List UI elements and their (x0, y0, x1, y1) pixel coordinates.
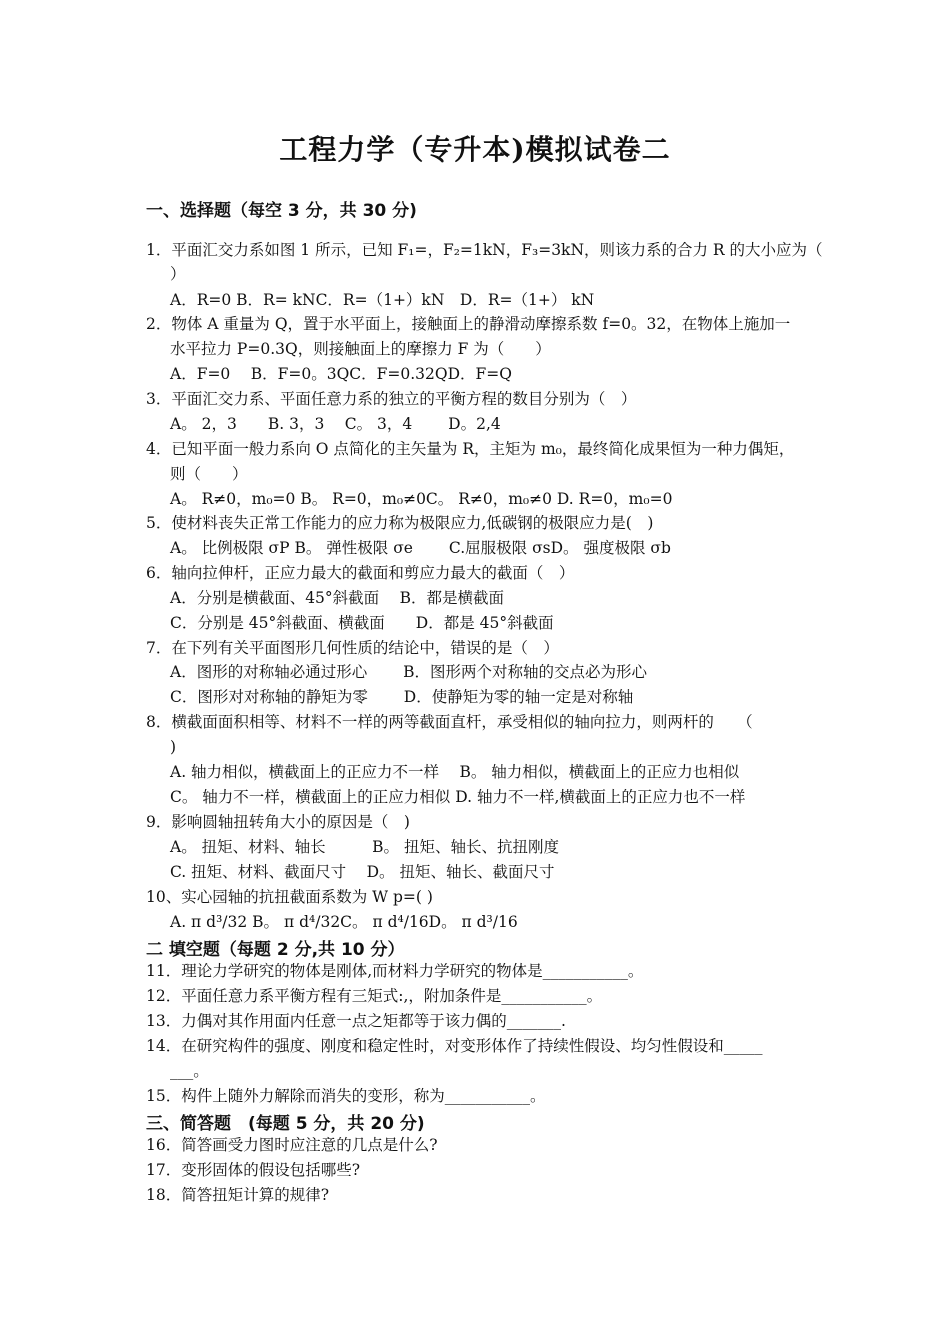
section-heading-short-answer: 三、简答题 (每题 5 分，共 20 分) (146, 1114, 425, 1134)
question-1-options: A．R=0 B．R= kNC．R=（1+）kN D．R=（1+） kN (170, 291, 595, 309)
question-8-options-cd: C。 轴力不一样，横截面上的正应力相似 D. 轴力不一样,横截面上的正应力也不一样 (170, 788, 746, 806)
question-4: 4．已知平面一般力系向 O 点简化的主矢量为 R，主矩为 m₀，最终简化成果恒为一种力偶矩， (146, 440, 795, 458)
question-3: 3．平面汇交力系、平面任意力系的独立的平衡方程的数目分别为（ ） (146, 390, 637, 408)
question-6-options-ab: A．分别是横截面、45°斜截面 B．都是横截面 (170, 589, 504, 607)
question-2-options: A．F=0 B．F=0。3QC．F=0.32QD．F=Q (170, 365, 512, 383)
question-17: 17．变形固体的假设包括哪些? (146, 1161, 361, 1179)
question-8: 8．横截面面积相等、材料不一样的两等截面直杆，承受相似的轴向拉力，则两杆的 （ (146, 713, 753, 731)
question-14-cont: ___。 (170, 1062, 209, 1080)
question-9: 9．影响圆轴扭转角大小的原因是（ ) (146, 813, 410, 831)
question-7-options-ab: A．图形的对称轴必通过形心 B．图形两个对称轴的交点必为形心 (170, 663, 648, 681)
question-11: 11．理论力学研究的物体是刚体,而材料力学研究的物体是___________。 (146, 962, 644, 980)
question-3-options: A。 2，3 B. 3，3 C。 3，4 D。2,4 (170, 415, 501, 433)
question-8-cont: ) (170, 738, 177, 756)
question-2: 2．物体 A 重量为 Q，置于水平面上，接触面上的静滑动摩擦系数 f=0。32，在物体上施加一 (146, 315, 791, 333)
question-15: 15．构件上随外力解除而消失的变形，称为___________。 (146, 1087, 546, 1105)
question-13: 13．力偶对其作用面内任意一点之矩都等于该力偶的_______. (146, 1012, 566, 1030)
question-5: 5．使材料丧失正常工作能力的应力称为极限应力,低碳钢的极限应力是( ) (146, 514, 654, 532)
question-8-options-ab: A. 轴力相似，横截面上的正应力不一样 B。 轴力相似，横截面上的正应力也相似 (170, 763, 740, 781)
question-7-options-cd: C．图形对对称轴的静矩为零 D．使静矩为零的轴一定是对称轴 (170, 688, 634, 706)
question-16: 16．简答画受力图时应注意的几点是什么? (146, 1136, 438, 1154)
question-2-cont: 水平拉力 P=0.3Q，则接触面上的摩擦力 F 为（ ） (170, 340, 551, 358)
page-title: 工程力学（专升本)模拟试卷二 (279, 133, 671, 166)
question-6: 6．轴向拉伸杆，正应力最大的截面和剪应力最大的截面（ ） (146, 564, 575, 582)
section-heading-choice: 一、选择题（每空 3 分，共 30 分) (146, 201, 417, 221)
question-4-cont: 则（ ） (170, 465, 248, 483)
question-14: 14．在研究构件的强度、刚度和稳定性时，对变形体作了持续性假设、均匀性假设和_____ (146, 1037, 763, 1055)
section-heading-fill: 二 填空题（每题 2 分,共 10 分） (146, 940, 405, 960)
question-7: 7．在下列有关平面图形几何性质的结论中，错误的是（ ） (146, 639, 559, 657)
question-6-options-cd: C．分别是 45°斜截面、横截面 D．都是 45°斜截面 (170, 614, 554, 632)
question-1: 1．平面汇交力系如图 1 所示，已知 F₁=，F₂=1kN，F₃=3kN，则该力系的合力 R 的大小应为（ (146, 241, 823, 259)
question-18: 18．简答扭矩计算的规律? (146, 1186, 330, 1204)
question-5-options: A。 比例极限 σP B。 弹性极限 σe C.屈服极限 σsD。 强度极限 σb (170, 539, 671, 557)
question-10: 10、实心园轴的抗扭截面系数为 W p=( ) (146, 888, 433, 906)
question-10-options: A. π d³/32 B。 π d⁴/32C。 π d⁴/16D。 π d³/16 (170, 913, 518, 931)
question-9-options-ab: A。 扭矩、材料、轴长 B。 扭矩、轴长、抗扭刚度 (170, 838, 559, 856)
question-1-cont: ） (170, 265, 186, 283)
question-12: 12．平面任意力系平衡方程有三矩式:,，附加条件是___________。 (146, 987, 603, 1005)
question-9-options-cd: C. 扭矩、材料、截面尺寸 D。 扭矩、轴长、截面尺寸 (170, 863, 555, 881)
question-4-options: A。 R≠0，m₀=0 B。 R=0，m₀≠0C。 R≠0，m₀≠0 D. R=0，m₀=0 (170, 490, 673, 508)
